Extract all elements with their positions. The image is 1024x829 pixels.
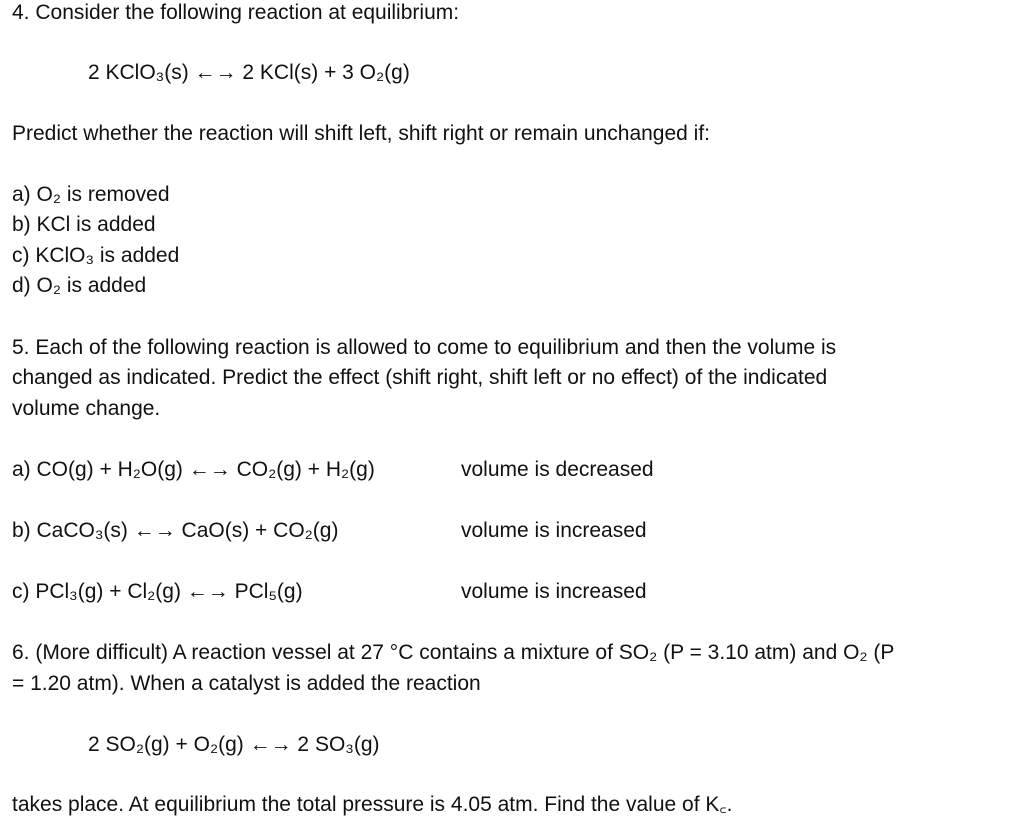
q5-line-1: 5. Each of the following reaction is allowed to come to equilibrium and then the volume is	[12, 336, 837, 359]
q5-line-3: volume change.	[12, 397, 161, 420]
q6-reaction: 2 SO₂(g) + O₂(g) ←→ 2 SO₃(g)	[88, 733, 380, 756]
q4-prompt: Predict whether the reaction will shift left, shift right or remain unchanged if:	[12, 122, 711, 145]
q5-line-2: changed as indicated. Predict the effect (shift right, shift left or no effect) of the indicated	[12, 366, 828, 389]
q4-item-c: c) KClO₃ is added	[12, 244, 180, 267]
q5-part-a-change: volume is decreased	[461, 458, 654, 481]
q4-item-b: b) KCl is added	[12, 213, 156, 236]
q6-line-1: 6. (More difficult) A reaction vessel at 27 °C contains a mixture of SO₂ (P = 3.10 atm) and O₂ (P	[12, 641, 895, 664]
q5-part-c-change: volume is increased	[461, 580, 647, 603]
q5-part-c-reaction: c) PCl₃(g) + Cl₂(g) ←→ PCl₅(g)	[12, 580, 303, 603]
q6-closing: takes place. At equilibrium the total pressure is 4.05 atm. Find the value of K꜀.	[12, 793, 733, 816]
q5-part-b-change: volume is increased	[461, 519, 647, 542]
q4-heading: 4. Consider the following reaction at equilibrium:	[12, 1, 460, 24]
q5-part-a-reaction: a) CO(g) + H₂O(g) ←→ CO₂(g) + H₂(g)	[12, 458, 375, 481]
q4-item-d: d) O₂ is added	[12, 274, 147, 297]
q5-part-b-reaction: b) CaCO₃(s) ←→ CaO(s) + CO₂(g)	[12, 519, 339, 542]
q4-reaction: 2 KClO₃(s) ←→ 2 KCl(s) + 3 O₂(g)	[88, 61, 410, 84]
q4-item-a: a) O₂ is removed	[12, 183, 170, 206]
q6-line-2: = 1.20 atm). When a catalyst is added the reaction	[12, 672, 481, 695]
